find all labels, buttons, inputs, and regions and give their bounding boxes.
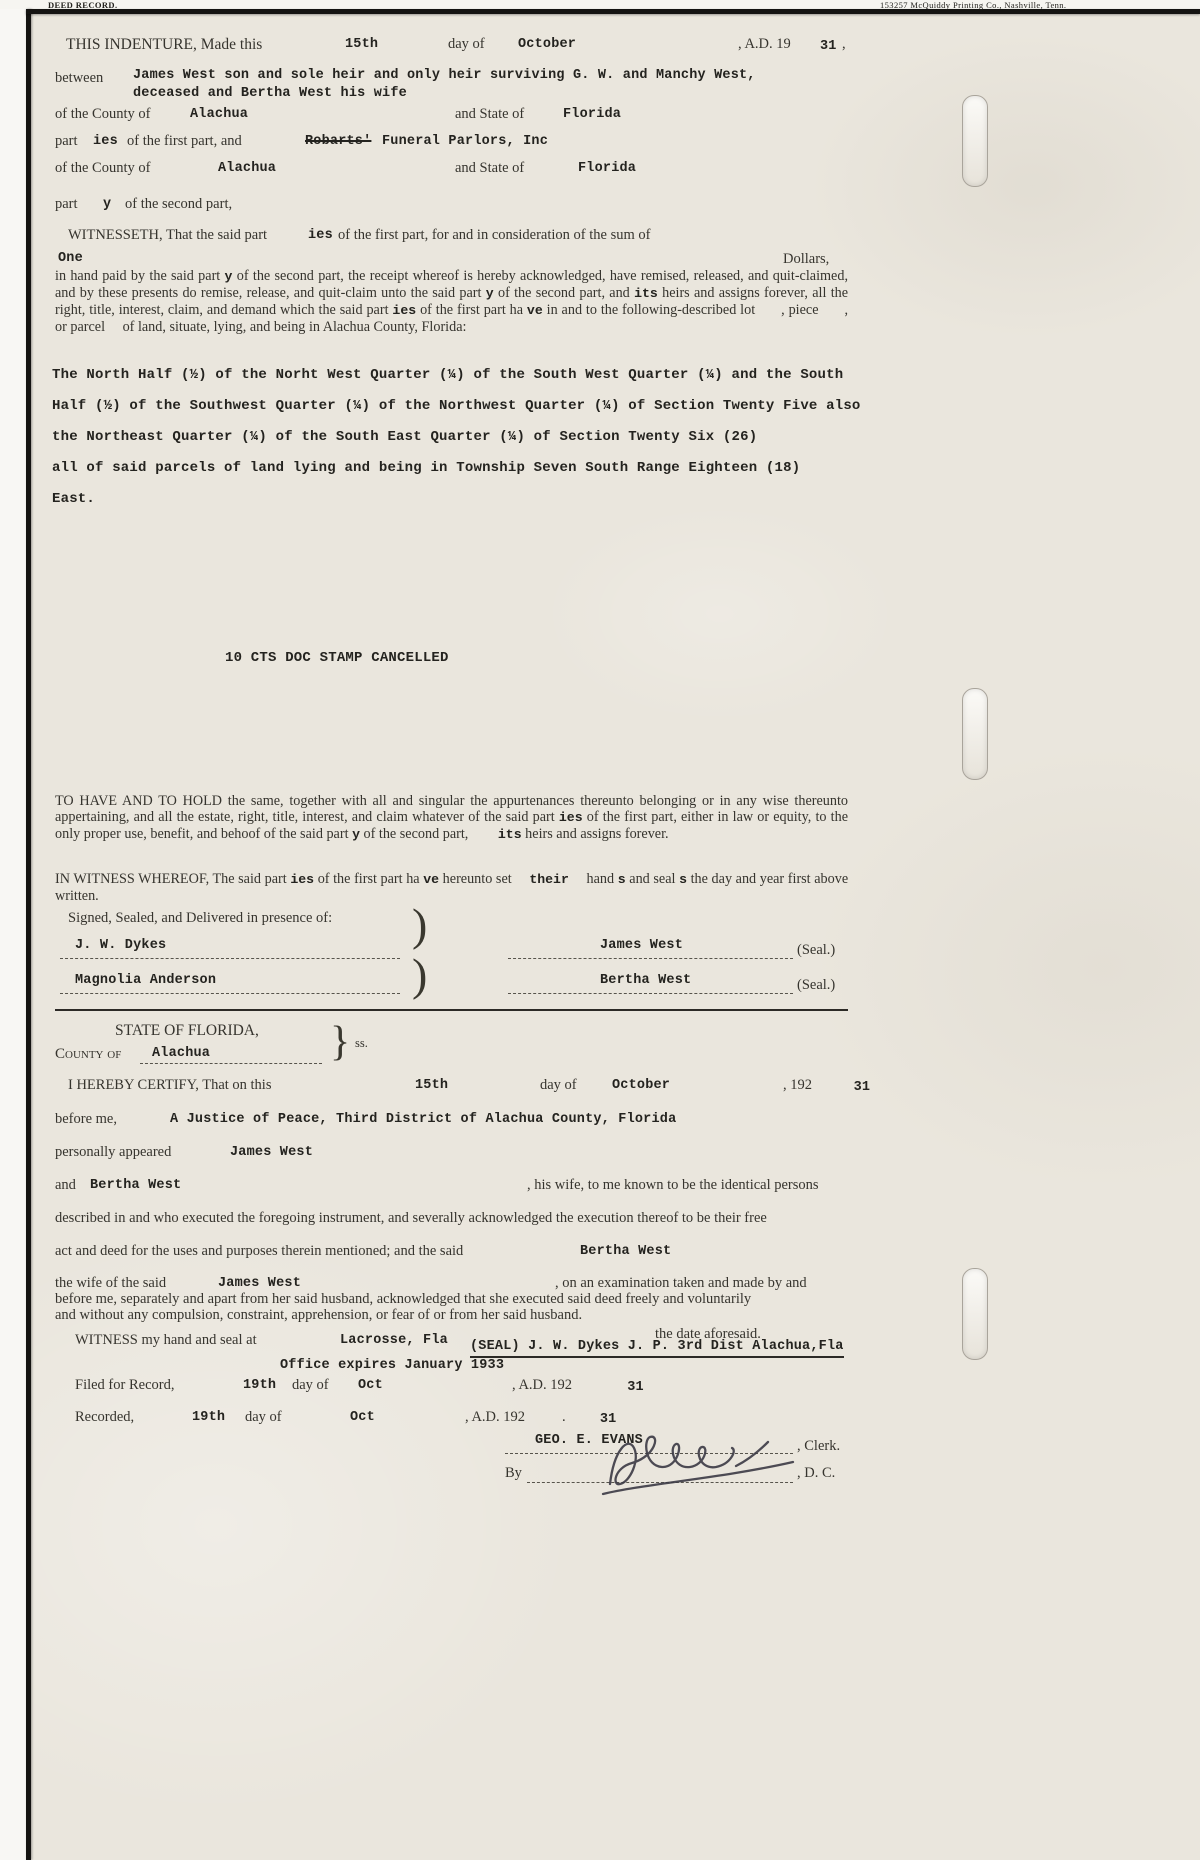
granting-text: of the second part, the receipt whereof is hereby acknowledged, have remised, released, and quit-claimed, and by these presents do remise, release, and quit-claim unto the said part — [55, 268, 848, 301]
witness-text: the day and year first above written. — [55, 871, 849, 904]
label-of-county-1: of the County of — [55, 106, 151, 122]
brace-presence-1: ) — [412, 899, 428, 950]
seal-label-2: (Seal.) — [797, 977, 836, 993]
witness1-signature: J. W. Dykes — [75, 938, 167, 953]
label-second-part: of the second part, — [125, 196, 233, 212]
fill-part-ies: ies — [93, 134, 118, 149]
fill-y-2: y — [485, 286, 494, 301]
label-examination: , on an examination taken and made by and — [555, 1275, 807, 1291]
witness1-signature-line — [60, 957, 400, 959]
section-divider — [55, 1009, 848, 1011]
fill-amount: One — [58, 251, 83, 266]
label-witness-hand-seal: WITNESS my hand and seal at — [75, 1332, 257, 1348]
label-before-me-line: before me, separately and apart from her said husband, acknowledged that she executed said deed freely and voluntarily — [55, 1291, 752, 1307]
granting-text: in and to the following-described lot — [546, 302, 756, 318]
fill-filed-month: Oct — [358, 1378, 383, 1393]
handwritten-signature — [598, 1406, 798, 1506]
label-cert-day-of: day of — [540, 1077, 577, 1093]
notary-seal-signature: (SEAL) J. W. Dykes J. P. 3rd Dist Alachua,Fla — [470, 1339, 844, 1358]
label-part-1: part — [55, 133, 78, 149]
deed-record-label: DEED RECORD. — [48, 0, 118, 10]
witness-text: and seal — [629, 871, 676, 887]
legal-description-line: the Northeast Quarter (¼) of the South East Quarter (¼) of Section Twenty Six (26) — [52, 429, 758, 445]
punch-hole — [962, 1268, 988, 1360]
label-without-compulsion: and without any compulsion, constraint, apprehension, or fear of or from her said husband. — [55, 1307, 583, 1323]
punch-hole — [962, 95, 988, 187]
brace-presence-2: ) — [412, 949, 428, 1000]
label-rec-period: . — [562, 1409, 566, 1425]
page-left-border — [26, 9, 31, 1860]
granting-clause-paragraph — [55, 268, 848, 335]
grantor2-signature-line — [508, 992, 793, 994]
habendum-text: heirs and assigns forever. — [525, 826, 669, 842]
legal-description-line: all of said parcels of land lying and being in Township Seven South Range Eighteen (18) — [52, 460, 801, 476]
fill-ies-2: ies — [392, 303, 417, 318]
fill-its: its — [634, 286, 658, 301]
fill-rec-year: 31 — [599, 1412, 617, 1427]
fill-wit-ies: ies — [290, 872, 315, 887]
fill-county-2: Alachua — [218, 161, 277, 176]
fill-filed-day: 19th — [243, 1378, 277, 1393]
fill-year: 31 — [820, 39, 837, 54]
witness2-signature: Magnolia Anderson — [75, 973, 217, 988]
label-act-deed-line: act and deed for the uses and purposes therein mentioned; and the said — [55, 1243, 464, 1259]
label-witnesseth: WITNESSETH, That the said part — [68, 227, 268, 243]
fill-hab-its: its — [497, 827, 522, 842]
label-state-of-florida: STATE OF FLORIDA, — [115, 1022, 259, 1039]
fill-grantee-name: Funeral Parlors, Inc — [382, 134, 549, 149]
granting-text: of the second part, and — [497, 285, 630, 301]
granting-text: , piece — [781, 302, 819, 318]
fill-rec-day: 19th — [192, 1410, 226, 1425]
witness-text: hand — [586, 871, 615, 887]
fill-part-y: y — [103, 197, 112, 212]
fill-hab-ies: ies — [558, 810, 583, 825]
habendum-text: of the first part, either in law or equity, to the only proper use, benefit, and behoof of the said part — [55, 809, 849, 842]
fill-s-2: s — [679, 872, 687, 887]
fill-notary-county: Alachua — [152, 1046, 211, 1061]
fill-cert-month: October — [612, 1078, 671, 1093]
printer-mark: 153257 McQuiddy Printing Co., Nashville, Tenn. — [880, 0, 1067, 10]
label-ad19: , A.D. 19 — [738, 36, 791, 52]
grantor1-signature: James West — [600, 938, 684, 953]
fill-ve: ve — [526, 303, 543, 318]
fill-rec-month: Oct — [350, 1410, 375, 1425]
county-fill-line — [140, 1062, 322, 1064]
label-his-wife: , his wife, to me known to be the identical persons — [527, 1177, 819, 1193]
clerk-name: GEO. E. EVANS — [535, 1433, 643, 1448]
label-personally-appeared: personally appeared — [55, 1144, 172, 1160]
fill-filed-year: 31 — [627, 1380, 644, 1395]
fill-cert-year: 31 — [853, 1080, 871, 1095]
label-described-line: described in and who executed the foregoing instrument, and severally acknowledged the execution thereof to be their free — [55, 1210, 767, 1226]
grantor1-signature-line — [508, 957, 793, 959]
fill-hab-y: y — [352, 827, 360, 842]
label-filed-ad192: , A.D. 192 — [512, 1377, 573, 1393]
label-of-county-2: of the County of — [55, 160, 151, 176]
label-made-this: THIS INDENTURE, Made this — [66, 36, 263, 53]
fill-husband: James West — [218, 1276, 302, 1291]
label-between: between — [55, 70, 104, 86]
fill-state-2: Florida — [578, 161, 637, 176]
fill-place: Lacrosse, Fla — [340, 1333, 448, 1348]
label-rec-ad192: , A.D. 192 — [465, 1409, 526, 1425]
fill-day: 15th — [345, 37, 379, 52]
label-ss: ss. — [355, 1036, 368, 1050]
legal-description-line: East. — [52, 491, 96, 507]
label-filed-for-record: Filed for Record, — [75, 1377, 175, 1393]
fill-grantor-line2: deceased and Bertha West his wife — [133, 86, 407, 101]
in-witness-paragraph — [55, 871, 848, 904]
label-first-part-and: of the first part, and — [127, 133, 242, 149]
label-before-me: before me, — [55, 1111, 117, 1127]
granting-text: of land, situate, lying, and being in Alachua County, Florida: — [122, 319, 467, 335]
doc-stamp-note: 10 CTS DOC STAMP CANCELLED — [225, 650, 449, 666]
label-part-2: part — [55, 196, 78, 212]
label-dollars: Dollars, — [783, 251, 830, 267]
fill-wit-ve: ve — [423, 872, 440, 887]
label-recorded: Recorded, — [75, 1409, 135, 1425]
left-margin-strip — [0, 0, 26, 1860]
granting-text: in hand paid by the said part — [55, 268, 221, 284]
habendum-text: of the second part, — [363, 826, 469, 842]
granting-text: heirs and assigns forever, all the right, title, interest, claim, and demand which the said part — [55, 285, 849, 318]
seal-label-1: (Seal.) — [797, 942, 836, 958]
fill-cert-day: 15th — [415, 1078, 449, 1093]
label-and-state-1: and State of — [455, 106, 525, 122]
label-by: By — [505, 1465, 522, 1481]
label-rec-day-of: day of — [245, 1409, 282, 1425]
fill-y-1: y — [224, 269, 233, 284]
fill-witnesseth-ies: ies — [308, 228, 333, 243]
label-county-of: County of — [55, 1046, 122, 1062]
brace-ss: } — [330, 1019, 351, 1065]
witness-text: IN WITNESS WHEREOF, The said part — [55, 871, 287, 887]
label-wife-of-said: the wife of the said — [55, 1275, 167, 1291]
witness2-signature-line — [60, 992, 400, 994]
punch-hole — [962, 688, 988, 780]
fill-person2: Bertha West — [90, 1178, 182, 1193]
fill-month: October — [518, 37, 577, 52]
label-certify: I HEREBY CERTIFY, That on this — [68, 1077, 272, 1093]
fill-state-1: Florida — [563, 107, 622, 122]
label-clerk: , Clerk. — [797, 1438, 841, 1454]
fill-county-1: Alachua — [190, 107, 249, 122]
fill-s-1: s — [617, 872, 626, 887]
fill-said-person: Bertha West — [580, 1244, 672, 1259]
label-day-of: day of — [448, 36, 485, 52]
label-year-comma: , — [842, 36, 846, 52]
witness-text: of the first part ha — [317, 871, 420, 887]
label-date-aforesaid: the date aforesaid. — [655, 1326, 761, 1342]
legal-description-line: The North Half (½) of the Norht West Quarter (¼) of the South West Quarter (¼) and the South — [52, 367, 844, 383]
label-filed-day-of: day of — [292, 1377, 329, 1393]
label-and-state-2: and State of — [455, 160, 525, 176]
granting-text: , or parcel — [55, 302, 849, 335]
legal-description-line: Half (½) of the Southwest Quarter (¼) of the Northwest Quarter (¼) of Section Twenty Five also — [52, 398, 861, 414]
habendum-text: TO HAVE AND TO HOLD the same, together with all and singular the appurtenances thereunto belonging or in any wise thereunto appertaining, and all the estate, right, title, interest, and claim whatever of the said part — [55, 793, 848, 825]
fill-officer: A Justice of Peace, Third District of Alachua County, Florida — [170, 1112, 677, 1127]
label-witnesseth-2: of the first part, for and in consideration of the sum of — [338, 227, 651, 243]
fill-grantee-struck: Robarts' — [305, 134, 372, 149]
fill-person1: James West — [230, 1145, 314, 1160]
fill-their: their — [529, 872, 569, 887]
label-and: and — [55, 1177, 76, 1193]
label-dc: , D. C. — [797, 1465, 836, 1481]
label-cert-192: , 192 — [783, 1077, 812, 1093]
granting-text: of the first part ha — [420, 302, 524, 318]
witness-text: hereunto set — [442, 871, 512, 887]
label-presence-of: Signed, Sealed, and Delivered in presence of: — [68, 910, 333, 926]
habendum-paragraph — [55, 793, 848, 843]
grantor2-signature: Bertha West — [600, 973, 692, 988]
fill-grantor-line1: James West son and sole heir and only heir surviving G. W. and Manchy West, — [133, 68, 756, 83]
label-office-expires: Office expires January 1933 — [280, 1358, 505, 1373]
